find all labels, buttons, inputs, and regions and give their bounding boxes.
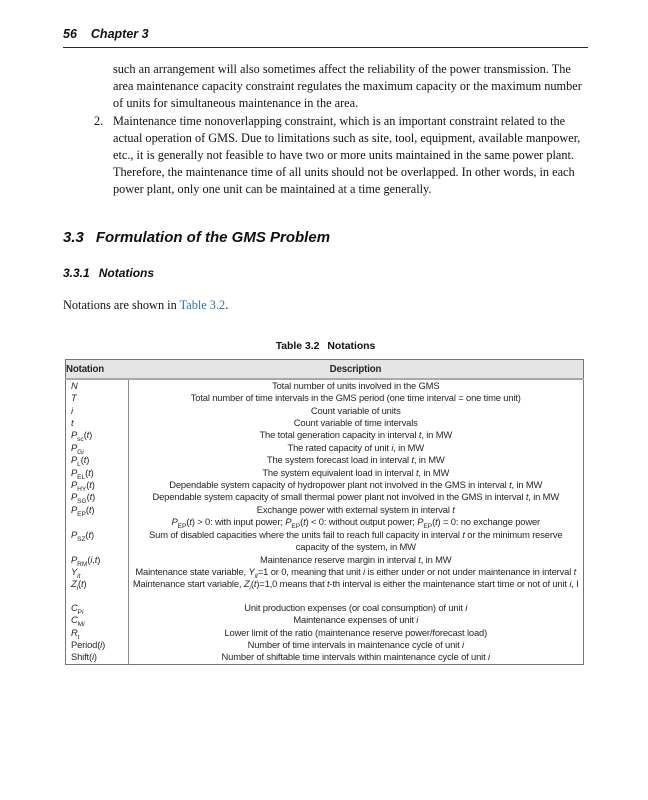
description-line: Count variable of units [310,404,401,416]
description-cell [128,639,584,651]
table-row [66,442,584,454]
description-cell [128,379,584,392]
description-cell [128,614,584,626]
table-row [66,454,584,466]
table-row [66,554,584,566]
description-line: Total number of time intervals in the GMS period (one time interval = one time unit) [190,392,521,404]
table-row [66,614,584,626]
notation-cell: $C_{Pi}$ [66,602,129,614]
notation-cell: N [66,379,129,392]
notation-cell: $Y_{it}$ [66,566,129,578]
table-spacer-row [66,591,584,602]
description-line: Number of shiftable time intervals within maintenance cycle of unit i [221,651,490,663]
table-row [66,392,584,404]
table-row [66,578,584,590]
notation-table [65,359,584,665]
description-cell [128,442,584,454]
description-line: The total generation capacity in interval t, in MW [259,429,453,441]
table-row [66,504,584,529]
list-item-text: Maintenance time nonoverlapping constraint, which is an important constraint related to the actual operation of GMS. Due to limitations such as site, tool, equipment, available manpower, etc., it is generally not feasible to have two or more units maintained in the same power plant. Therefore, the maintenance time of all units should not be overlapped. In other words, in each power plant, only one unit can be maintained at a time generally. [113,113,581,197]
table-row [66,639,584,651]
spacer-cell [128,591,584,602]
header-notation: Notation [66,359,129,379]
notation-cell: Shift(i) [66,651,129,664]
description-line: $P_{EP}(t) > 0$: with input power; $P_{EP}(t) < 0$: without output power; $P_{EP}(t) = 0$: no exchange power [171,516,541,531]
description-line: The rated capacity of unit i, in MW [287,441,424,453]
notation-cell: $P_L(t)$ [66,454,129,466]
table-row [66,479,584,491]
subsection-number: 3.3.1 [63,265,90,280]
description-line: Maintenance expenses of unit i [293,614,419,626]
description-cell [128,479,584,491]
description-cell [128,578,584,593]
section-title: Formulation of the GMS Problem [95,228,331,246]
intro-paragraph [63,297,588,314]
running-head [63,27,588,48]
table-caption [63,341,588,352]
table-row [66,379,584,392]
description-cell [128,417,584,429]
description-cell [128,429,584,441]
notation-cell: $P_{Gi}$ [66,442,129,454]
notation-cell: $P_{SZ}(t)$ [66,529,129,554]
table-row [66,566,584,578]
description-cell [128,566,584,578]
notation-cell: $P_{HY}(t)$ [66,479,129,491]
description-line: Maintenance state variable, $Y_{it}=1$ or 0, meaning that unit i is either under or not under maintenance in interval t [135,565,577,580]
description-line: Maintenance start variable, $Z_i(t)=1,0$ means that t-th interval is either the maintenance start time or not of unit i, I [132,578,579,593]
notation-table-header [66,359,584,379]
description-cell [128,554,584,566]
description-cell [128,392,584,404]
description-cell [128,602,584,614]
table-row [66,627,584,639]
table-row [66,529,584,554]
spacer-cell [66,591,129,602]
description-line: The system equivalent load in interval t, in MW [262,466,450,478]
table-caption-label: Table 3.2 [275,340,320,352]
section-number: 3.3 [63,228,84,246]
header-description: Description [128,359,584,379]
table-row [66,405,584,417]
notation-cell: $P_{EP}(t)$ [66,504,129,529]
description-line: Dependable system capacity of small thermal power plant not involved in the GMS in interval t, in MW [152,491,560,503]
intro-prefix: Notations are shown in [63,297,180,312]
chapter-label: Chapter 3 [90,27,149,41]
description-line: Lower limit of the ratio (maintenance reserve power/forecast load) [224,626,488,638]
notation-cell: $P_{EL}(t)$ [66,467,129,479]
notation-cell: $C_{Mi}$ [66,614,129,626]
description-line: Unit production expenses (or coal consumption) of unit i [244,601,468,613]
table-row [66,417,584,429]
description-line: Count variable of time intervals [293,417,418,429]
subsection-heading [63,266,588,280]
description-cell [128,627,584,639]
notation-cell: $P_{sc}(t)$ [66,429,129,441]
notation-cell: i [66,405,129,417]
notation-cell: Period(i) [66,639,129,651]
notation-table-body [66,379,584,664]
description-cell [128,467,584,479]
table-row [66,602,584,614]
description-line: The system forecast load in interval t, in MW [266,454,445,466]
notation-cell: $R_t$ [66,627,129,639]
page-number: 56 [63,27,77,41]
description-line: Total number of units involved in the GMS [272,379,440,391]
notation-cell: $Z_i(t)$ [66,578,129,590]
description-cell [128,405,584,417]
notation-cell: $P_{RM}(i,t)$ [66,554,129,566]
paragraph-continuation: such an arrangement will also sometimes affect the reliability of the power transmission. The area maintenance capacity constraint regulates the maximum capacity or the maximum number of units for simultaneous maintenance in the area. [113,62,582,111]
description-cell [128,651,584,664]
description-line: Dependable system capacity of hydropower plant not involved in the GMS in interval t, in MW [169,479,543,491]
description-cell [128,491,584,503]
notation-cell: $P_{SG}(t)$ [66,491,129,503]
description-line: Maintenance reserve margin in interval t, in MW [260,553,452,565]
description-line: Sum of disabled capacities where the units fail to reach full capacity in interval t or the minimum reserve capacity of the system, in MW [149,528,563,553]
notation-cell: t [66,417,129,429]
description-cell [128,504,584,529]
notation-cell: T [66,392,129,404]
intro-suffix: . [225,297,229,312]
description-cell [128,454,584,466]
subsection-title: Notations [98,265,155,280]
section-heading [63,229,588,246]
list-item-number: 2. [94,113,104,128]
table-3-2-link[interactable]: Table 3.2 [179,297,226,312]
description-line: Number of time intervals in maintenance cycle of unit i [247,638,464,650]
table-row [66,491,584,503]
description-cell [128,529,584,554]
description-line: Exchange power with external system in interval t [256,503,455,515]
table-caption-title: Notations [327,340,376,352]
table-row [66,651,584,664]
header-row [66,359,584,379]
table-row [66,429,584,441]
list-item-2 [94,113,588,199]
table-row [66,467,584,479]
